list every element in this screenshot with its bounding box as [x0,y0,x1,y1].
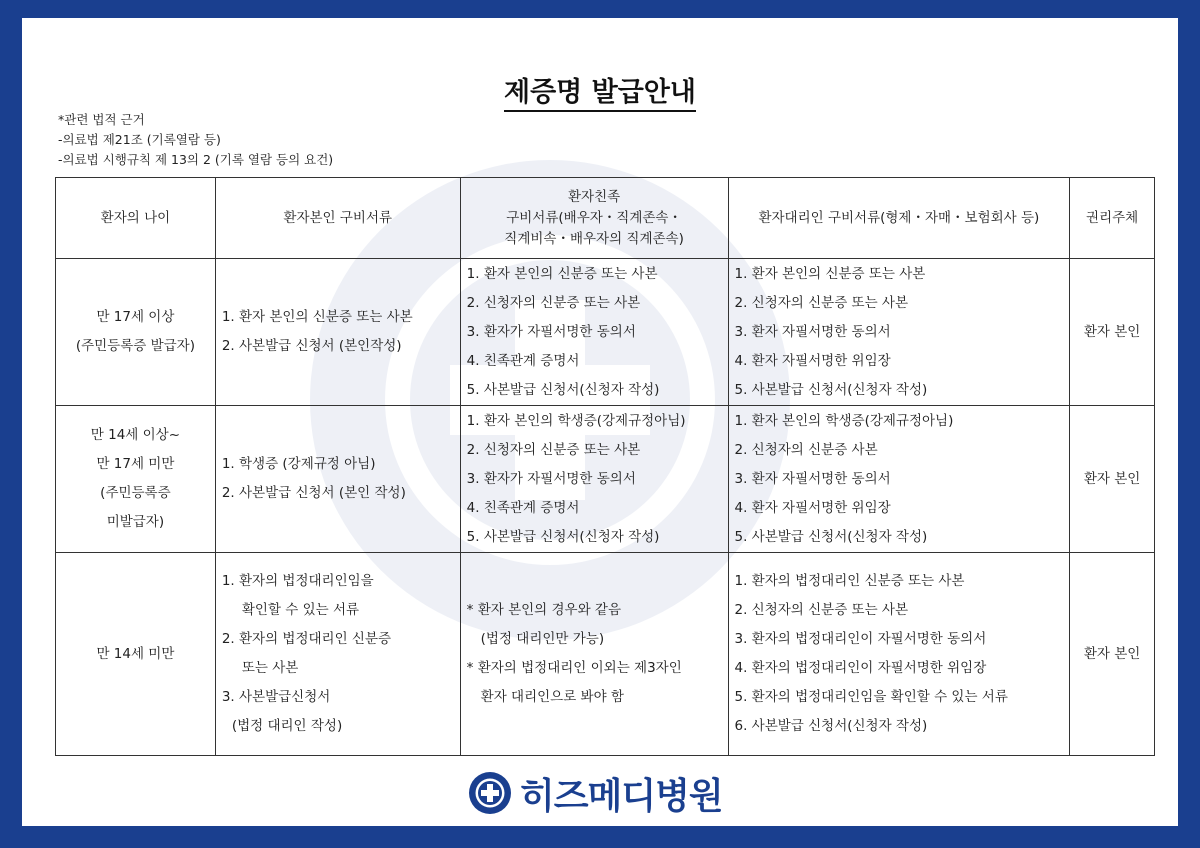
rights-cell: 환자 본인 [1070,406,1155,553]
bottom-border [0,826,1200,848]
family-docs-cell [460,259,728,406]
header-line: 직계비속・배우자의 직계존속) [504,230,684,247]
cell-line: 5. 사본발급 신청서(신청자 작성) [734,528,928,545]
legal-line: *관련 법적 근거 [58,112,145,127]
legal-basis [58,110,333,170]
cell-line: 1. 환자의 법정대리인 신분증 또는 사본 [734,573,965,589]
age-cell [56,406,216,553]
rights-cell: 환자 본인 [1070,553,1155,756]
cell-line: 2. 신청자의 신분증 또는 사본 [734,294,908,311]
cell-line: 3. 환자가 자필서명한 동의서 [466,470,636,487]
cell-line: 2. 신청자의 신분증 사본 [734,441,878,458]
left-border [0,0,22,848]
hospital-seal-icon [468,771,512,815]
cell-line: 4. 친족관계 증명서 [466,352,580,369]
cell-line: 확인할 수 있는 서류 [241,602,360,618]
cell-line: 2. 사본발급 신청서 (본인작성) [221,338,402,354]
header-age: 환자의 나이 [56,178,216,259]
cell-line: 6. 사본발급 신청서(신청자 작성) [734,718,928,734]
right-border [1178,0,1200,848]
age-cell [56,259,216,406]
cell-line: (주민등록증 발급자) [75,338,195,354]
cell-line: 1. 환자 본인의 학생증(강제규정아님) [466,412,686,429]
cell-line: 3. 사본발급신청서 [221,689,331,705]
agent-docs-cell [728,259,1070,406]
self-docs-cell [215,406,460,553]
cell-line: 2. 신청자의 신분증 또는 사본 [734,602,908,618]
cell-line: (법정 대리인만 가능) [480,631,605,647]
cell-line: 5. 환자의 법정대리인임을 확인할 수 있는 서류 [734,689,1008,705]
cell-line: 3. 환자의 법정대리인이 자필서명한 동의서 [734,631,987,647]
header-rights: 권리주체 [1070,178,1155,259]
cell-line: 4. 환자 자필서명한 위임장 [734,499,891,516]
top-border [0,0,1200,18]
rights-cell: 환자 본인 [1070,259,1155,406]
self-docs-cell [215,259,460,406]
cell-line: 만 17세 이상 [96,309,175,325]
cell-line: * 환자 본인의 경우와 같음 [466,602,621,618]
cell-line: 1. 환자 본인의 학생증(강제규정아님) [734,412,954,429]
cell-line: (법정 대리인 작성) [231,718,343,734]
cell-line: 미발급자) [106,514,165,530]
cell-line: 만 17세 미만 [96,456,175,472]
header-self-docs: 환자본인 구비서류 [215,178,460,259]
table-row [56,553,1155,756]
cell-line: 3. 환자 자필서명한 동의서 [734,323,891,340]
header-family-docs [460,178,728,259]
cell-line: 만 14세 미만 [96,645,175,662]
cell-line: 3. 환자가 자필서명한 동의서 [466,323,636,340]
cell-line: 5. 사본발급 신청서(신청자 작성) [466,528,660,545]
cell-line: 1. 환자 본인의 신분증 또는 사본 [734,265,926,282]
cell-line: 또는 사본 [241,660,299,676]
family-docs-cell [460,406,728,553]
cell-line: * 환자의 법정대리인 이외는 제3자인 [466,660,682,676]
cell-line: 만 14세 이상~ [90,427,181,443]
table-header-row [56,178,1155,259]
header-agent-docs: 환자대리인 구비서류(형제・자매・보험회사 등) [728,178,1070,259]
cell-line: 1. 환자 본인의 신분증 또는 사본 [221,309,413,325]
table-row [56,406,1155,553]
hospital-name: 히즈메디병원 [520,775,723,817]
header-line: 구비서류(배우자・직계존속・ [506,209,682,226]
page-title: 제증명 발급안내 [0,70,1200,109]
cell-line: 2. 환자의 법정대리인 신분증 [221,631,392,647]
table-row [56,259,1155,406]
cell-line: 1. 환자의 법정대리인임을 [221,573,374,589]
cell-line: 4. 환자의 법정대리인이 자필서명한 위임장 [734,660,987,676]
age-cell [56,553,216,756]
cell-line: 5. 사본발급 신청서(신청자 작성) [734,381,928,398]
cell-line: 1. 환자 본인의 신분증 또는 사본 [466,265,658,282]
header-line: 환자친족 [567,188,621,205]
self-docs-cell [215,553,460,756]
certificate-requirements-table [55,177,1155,756]
legal-line: -의료법 제21조 (기록열람 등) [58,132,221,147]
cell-line: 2. 사본발급 신청서 (본인 작성) [221,485,406,501]
cell-line: 2. 신청자의 신분증 또는 사본 [466,441,641,458]
family-docs-cell [460,553,728,756]
agent-docs-cell [728,406,1070,553]
agent-docs-cell [728,553,1070,756]
cell-line: 3. 환자 자필서명한 동의서 [734,470,891,487]
hospital-logo [468,770,723,816]
cell-line: (주민등록증 [100,485,171,501]
cell-line: 5. 사본발급 신청서(신청자 작성) [466,381,660,398]
cell-line: 환자 대리인으로 봐야 함 [480,689,624,705]
cell-line: 4. 환자 자필서명한 위임장 [734,352,891,369]
cell-line: 2. 신청자의 신분증 또는 사본 [466,294,641,311]
cell-line: 1. 학생증 (강제규정 아님) [221,456,376,472]
legal-line: -의료법 시행규칙 제 13의 2 (기록 열람 등의 요건) [58,152,334,167]
cell-line: 4. 친족관계 증명서 [466,499,580,516]
